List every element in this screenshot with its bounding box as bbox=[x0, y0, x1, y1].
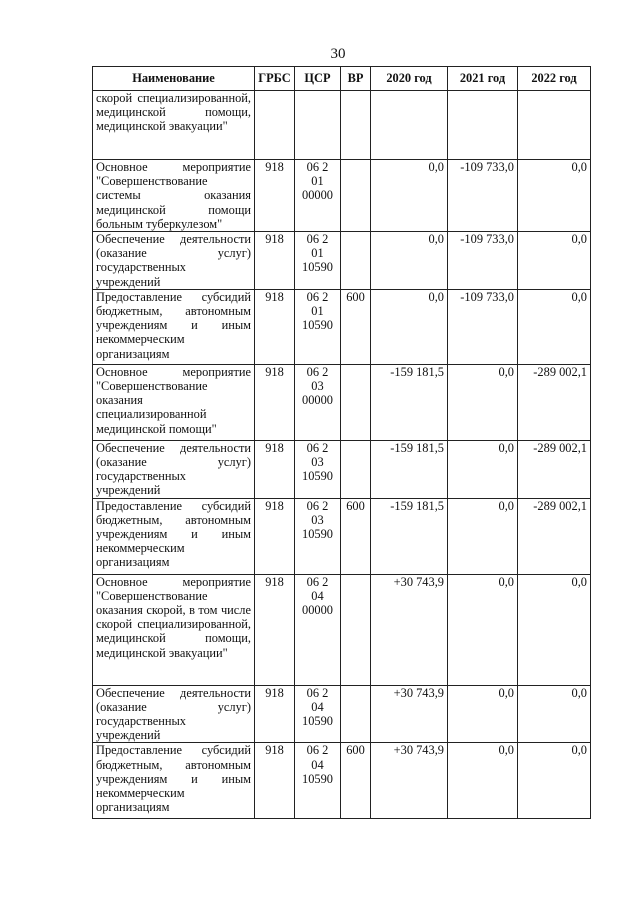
cell-y2022: 0,0 bbox=[518, 160, 591, 232]
table-row bbox=[93, 160, 591, 232]
cell-y2020: 0,0 bbox=[371, 232, 448, 290]
cell-name: скорой специализированной, медицинской помощи, медицинской эвакуации" bbox=[93, 91, 255, 160]
cell-y2021: 0,0 bbox=[448, 440, 518, 498]
cell-y2020: +30 743,9 bbox=[371, 685, 448, 743]
header-csr: ЦСР bbox=[295, 67, 341, 91]
cell-name: Основное мероприятие "Совершенствование оказания специализированной медицинской помощи" bbox=[93, 364, 255, 440]
cell-y2021: 0,0 bbox=[448, 685, 518, 743]
table-row bbox=[93, 743, 591, 819]
page-number: 30 bbox=[330, 46, 346, 62]
cell-vr: 600 bbox=[341, 498, 371, 574]
cell-grbs: 918 bbox=[255, 498, 295, 574]
cell-vr bbox=[341, 232, 371, 290]
cell-name: Обеспечение деятельности (оказание услуг) государственных учреждений bbox=[93, 232, 255, 290]
cell-grbs: 918 bbox=[255, 232, 295, 290]
table-row bbox=[93, 232, 591, 290]
header-name: Наименование bbox=[93, 67, 255, 91]
cell-csr: 06 2 04 00000 bbox=[295, 574, 341, 685]
cell-grbs: 918 bbox=[255, 160, 295, 232]
cell-y2021 bbox=[448, 91, 518, 160]
cell-vr: 600 bbox=[341, 743, 371, 819]
cell-csr bbox=[295, 91, 341, 160]
cell-y2021: 0,0 bbox=[448, 364, 518, 440]
table-row bbox=[93, 364, 591, 440]
cell-y2020: -159 181,5 bbox=[371, 498, 448, 574]
table-row bbox=[93, 498, 591, 574]
cell-y2022: 0,0 bbox=[518, 685, 591, 743]
cell-csr: 06 2 03 00000 bbox=[295, 364, 341, 440]
cell-csr: 06 2 03 10590 bbox=[295, 498, 341, 574]
header-2021: 2021 год bbox=[448, 67, 518, 91]
cell-y2021: -109 733,0 bbox=[448, 232, 518, 290]
table-row bbox=[93, 685, 591, 743]
cell-grbs: 918 bbox=[255, 364, 295, 440]
cell-y2020 bbox=[371, 91, 448, 160]
cell-grbs bbox=[255, 91, 295, 160]
cell-y2020: 0,0 bbox=[371, 289, 448, 364]
cell-y2021: 0,0 bbox=[448, 574, 518, 685]
cell-y2020: +30 743,9 bbox=[371, 743, 448, 819]
cell-name: Предоставление субсидий бюджетным, автономным учреждениям и иным некоммерческим организациям bbox=[93, 498, 255, 574]
cell-vr bbox=[341, 160, 371, 232]
table-header-row bbox=[93, 67, 591, 91]
cell-grbs: 918 bbox=[255, 440, 295, 498]
cell-name: Предоставление субсидий бюджетным, автономным учреждениям и иным некоммерческим организациям bbox=[93, 289, 255, 364]
cell-vr bbox=[341, 364, 371, 440]
cell-csr: 06 2 01 10590 bbox=[295, 289, 341, 364]
cell-vr bbox=[341, 440, 371, 498]
cell-grbs: 918 bbox=[255, 574, 295, 685]
cell-name: Обеспечение деятельности (оказание услуг) государственных учреждений bbox=[93, 685, 255, 743]
header-2022: 2022 год bbox=[518, 67, 591, 91]
cell-grbs: 918 bbox=[255, 685, 295, 743]
budget-table bbox=[92, 66, 591, 819]
cell-y2022: 0,0 bbox=[518, 289, 591, 364]
cell-csr: 06 2 01 00000 bbox=[295, 160, 341, 232]
cell-y2020: -159 181,5 bbox=[371, 440, 448, 498]
table-row bbox=[93, 440, 591, 498]
cell-y2020: +30 743,9 bbox=[371, 574, 448, 685]
cell-y2021: -109 733,0 bbox=[448, 289, 518, 364]
cell-y2022: -289 002,1 bbox=[518, 440, 591, 498]
table-row bbox=[93, 574, 591, 685]
header-2020: 2020 год bbox=[371, 67, 448, 91]
cell-grbs: 918 bbox=[255, 743, 295, 819]
cell-y2021: 0,0 bbox=[448, 498, 518, 574]
cell-csr: 06 2 01 10590 bbox=[295, 232, 341, 290]
cell-y2020: -159 181,5 bbox=[371, 364, 448, 440]
cell-y2020: 0,0 bbox=[371, 160, 448, 232]
cell-vr bbox=[341, 685, 371, 743]
cell-csr: 06 2 04 10590 bbox=[295, 685, 341, 743]
table-row bbox=[93, 91, 591, 160]
cell-y2022: 0,0 bbox=[518, 232, 591, 290]
cell-grbs: 918 bbox=[255, 289, 295, 364]
cell-csr: 06 2 03 10590 bbox=[295, 440, 341, 498]
cell-y2022: 0,0 bbox=[518, 743, 591, 819]
table-row bbox=[93, 289, 591, 364]
cell-csr: 06 2 04 10590 bbox=[295, 743, 341, 819]
header-vr: ВР bbox=[341, 67, 371, 91]
cell-name: Предоставление субсидий бюджетным, автономным учреждениям и иным некоммерческим организациям bbox=[93, 743, 255, 819]
cell-vr bbox=[341, 91, 371, 160]
table-body bbox=[93, 91, 591, 819]
cell-y2022 bbox=[518, 91, 591, 160]
cell-y2021: 0,0 bbox=[448, 743, 518, 819]
cell-y2022: -289 002,1 bbox=[518, 498, 591, 574]
cell-y2022: 0,0 bbox=[518, 574, 591, 685]
header-grbs: ГРБС bbox=[255, 67, 295, 91]
cell-name: Основное мероприятие "Совершенствование системы оказания медицинской помощи больным туберкулезом" bbox=[93, 160, 255, 232]
cell-vr bbox=[341, 574, 371, 685]
cell-vr: 600 bbox=[341, 289, 371, 364]
cell-name: Обеспечение деятельности (оказание услуг) государственных учреждений bbox=[93, 440, 255, 498]
cell-y2022: -289 002,1 bbox=[518, 364, 591, 440]
cell-name: Основное мероприятие "Совершенствование оказания скорой, в том числе скорой специализированной, медицинской помощи, медицинской эвакуации" bbox=[93, 574, 255, 685]
cell-y2021: -109 733,0 bbox=[448, 160, 518, 232]
